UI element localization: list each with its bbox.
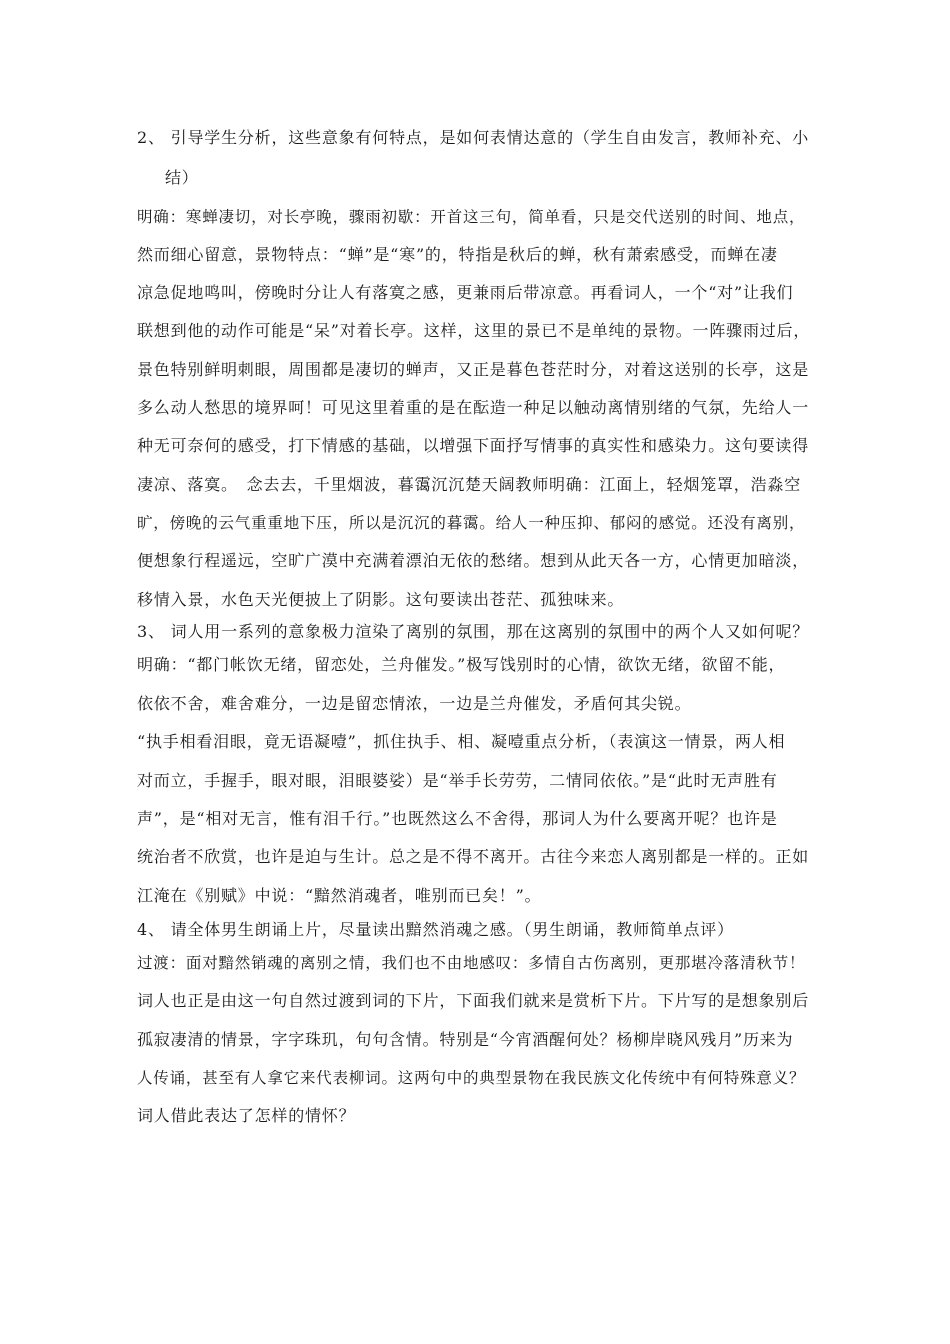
text-line: 明确：寒蝉凄切，对长亭晚，骤雨初歇：开首这三句，简单看，只是交代送别的时间、地点，	[137, 208, 806, 226]
text-line: 2、 引导学生分析，这些意象有何特点，是如何表情达意的（学生自由发言，教师补充、小	[137, 128, 810, 147]
text-line: 声”，是“相对无言，惟有泪千行。”也既然这么不舍得，那词人为什么要离开呢？也许是	[137, 809, 778, 828]
text-line: 旷，傍晚的云气重重地下压，所以是沉沉的暮霭。给人一种压抑、郁闷的感觉。还没有离别，	[137, 514, 806, 532]
text-line: 移情入景，水色天光便披上了阴影。这句要读出苍茫、孤独味来。	[137, 590, 625, 609]
text-line: 孤寂凄清的情景，字字珠玑，句句含情。特别是“今宵酒醒何处？杨柳岸晓风残月”历来为	[137, 1030, 794, 1049]
text-line: 词人也正是由这一句自然过渡到词的下片，下面我们就来是赏析下片。下片写的是想象别后	[137, 991, 810, 1010]
text-line: 种无可奈何的感受，打下情感的基础，以增强下面抒写情事的真实性和感染力。这句要读得	[137, 436, 810, 455]
text-line: 4、 请全体男生朗诵上片，尽量读出黯然消魂之感。（男生朗诵，教师简单点评）	[137, 920, 734, 939]
text-line: 凉急促地鸣叫，傍晚时分让人有落寞之感，更兼雨后带凉意。再看词人，一个“对”让我们	[137, 283, 794, 302]
text-line: 景色特别鲜明刺眼，周围都是凄切的蝉声，又正是暮色苍茫时分，对着这送别的长亭，这是	[137, 360, 810, 379]
text-line: 对而立，手握手，眼对眼，泪眼婆娑）是“举手长劳劳，二情同依依。”是“此时无声胜有	[137, 771, 778, 790]
text-line: “执手相看泪眼，竟无语凝噎”，抓住执手、相、凝噎重点分析，（表演这一情景，两人相	[137, 732, 786, 751]
text-line: 凄凉、落寞。 念去去，千里烟波，暮霭沉沉楚天阔教师明确：江面上，轻烟笼罩，浩淼空	[137, 475, 802, 494]
text-line: 3、 词人用一系列的意象极力渲染了离别的氛围，那在这离别的氛围中的两个人又如何呢？	[137, 622, 810, 641]
text-line: 江淹在《别赋》中说：“黯然消魂者，唯别而已矣！”。	[137, 886, 542, 905]
text-line: 明确：“都门帐饮无绪，留恋处，兰舟催发。”极写饯别时的心情，欲饮无绪，欲留不能，	[137, 655, 786, 674]
text-line: 联想到他的动作可能是“呆”对着长亭。这样，这里的景已不是单纯的景物。一阵骤雨过后，	[137, 321, 811, 340]
text-line: 依依不舍，难舍难分，一边是留恋情浓，一边是兰舟催发，矛盾何其尖锐。	[137, 694, 692, 713]
text-line: 词人借此表达了怎样的情怀？	[137, 1106, 356, 1125]
text-line: 过渡：面对黯然销魂的离别之情，我们也不由地感叹：多情自古伤离别，更那堪冷落清秋节！	[137, 954, 806, 972]
text-line: 便想象行程遥远，空旷广漠中充满着漂泊无依的愁绪。想到从此天各一方，心情更加暗淡，	[137, 551, 810, 570]
text-line: 人传诵，甚至有人拿它来代表柳词。这两句中的典型景物在我民族文化传统中有何特殊意义？	[137, 1069, 806, 1087]
text-line: 统治者不欣赏，也许是迫与生计。总之是不得不离开。古往今来恋人离别都是一样的。正如	[137, 847, 810, 866]
text-line: 结）	[165, 168, 199, 187]
text-line: 然而细心留意，景物特点：“蝉”是“寒”的，特指是秋后的蝉，秋有萧索感受，而蝉在凄	[137, 245, 778, 264]
text-line: 多么动人愁思的境界呵！可见这里着重的是在酝造一种足以触动离情别绪的气氛，先给人一	[137, 398, 810, 417]
